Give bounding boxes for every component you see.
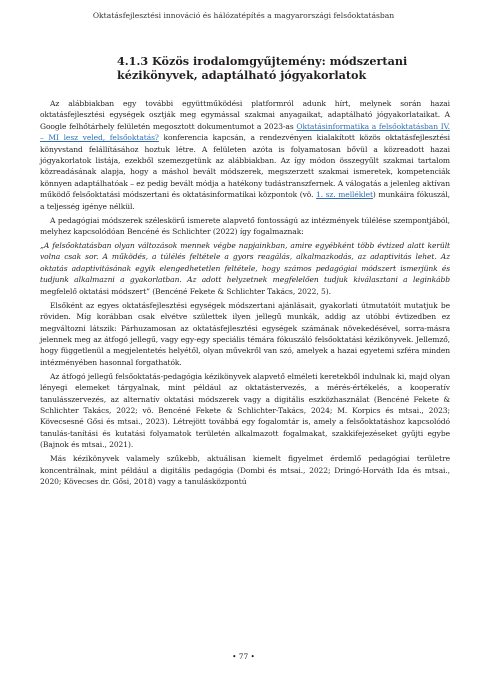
paragraph-1: [40, 98, 450, 212]
block-quote: [40, 240, 450, 297]
body-text: [40, 98, 450, 490]
section-heading: [117, 54, 447, 82]
section-title-line-1: 4.1.3 Közös irodalomgyűjtemény: módszertani: [117, 54, 408, 68]
appendix-link[interactable]: 1. sz. melléklet: [316, 190, 373, 200]
paragraph-3: Elsőként az egyes oktatásfejlesztési egységek módszertani ajánlásait, gyakorlati útmutatóit mutatjuk be röviden. Míg korábban csak elvétve születtek ilyen jellegű munkák, addig az utóbbi évtizedben ez megváltozni látszik: Párhuzamosan az oktatásfejlesztési egységek számának növekedésével, sorra-másra jelennek meg az átfogó jellegű, vagy egy-egy speciális témára fókuszáló felsőoktatási kézikönyvek. Jellemző, hogy függetlenül a megjelentetés helyétől, olyan művekről van szó, amelyek a hazai egyetemi szféra minden intézményében hasonnal forgathatók.: [40, 300, 450, 367]
paragraph-1-text-b: konferencia kapcsán, a rendezvényen kialakított közös oktatásfejlesztési könyvstand felállításához hoztuk létre. A felületen azóta is folyamatosan bővül a közreadott hazai jógyakorlatok listája, ezekből szemezgetünk az alábbiakban. Az így módon összegyűlt szakmai tartalom közreadásának alapja, hogy a máshol bevált módszerek, megszerzett szakmai ismeretek, kompetenciák könnyen adaptálhatóak – ez pedig bevált módja a hatékony tudástranszfernek. A válogatás a jelenleg aktívan működő felsőoktatási módszertani és oktatásinformatikai központok (vö.: [40, 133, 450, 200]
quote-plain: megfelelő oktatási módszert” (Bencéné Fekete & Schlichter Takács, 2022, 5).: [40, 286, 331, 296]
running-head: Oktatásfejlesztési innováció és hálózatépítés a magyarországi felsőoktatásban: [92, 11, 395, 20]
paragraph-1-text-a: Az alábbiakban egy további együttműködési platformról adunk hírt, melynek során hazai oktatásfejlesztési egységek osztják meg egymással szakmai anyagaikat, adaptálható jógyakorlataikat. A Google felhőtárhely felületén megosztott dokumentumot a 2023-as: [40, 99, 450, 131]
section-title-line-2: kézikönyvek, adaptálható jógyakorlatok: [117, 68, 367, 82]
conference-link[interactable]: Oktatásinformatika a felsőoktatásban IV. – MI lesz veled, felsőoktatás?: [40, 121, 451, 143]
paragraph-2: A pedagógiai módszerek széleskörű ismerete alapvető fontosságú az intézmények túlélése szempontjából, melyhez kapcsolódóan Bencéné és Schlichter (2022) így fogalmaznak:: [40, 215, 450, 237]
page-number: • 77 •: [232, 652, 255, 661]
paragraph-1-text-c: ) munkáira fókuszál, a teljesség igénye nélkül.: [40, 190, 451, 211]
paragraph-4: Az átfogó jellegű felsőoktatás-pedagógia kézikönyvek alapvető elméleti keretekből indulnak ki, majd olyan lényegi elemeket tárgyalnak, mint például az oktatástervezés, a mérés-értékelés, a kooperatív tanulásszervezés, az alternatív oktatási módszerek vagy a digitális eszközhasználat (Bencéné Fekete & Schlichter Takács, 2022; vö. Bencéné Fekete & Schlichter-Takács, 2024; M. Korpics és mtsai., 2023; Kövecsesné Gősi és mtsai., 2023). Létrejött továbbá egy fogalomtár is, amely a felsőoktatáshoz kapcsolódó tanulás-tanítási és kutatási folyamatok területén alkalmazott fogalmakat, szakkifejezéseket gyűjti egybe (Bajnok és mtsai., 2021).: [40, 371, 450, 450]
paragraph-5: Más kézikönyvek valamely szűkebb, aktuálisan kiemelt figyelmet érdemlő pedagógiai területre koncentrálnak, mint például a digitális pedagógia (Dombi és mtsai., 2022; Dringó-Horváth Ida és mtsai., 2020; Kövecses dr. Gősi, 2018) vagy a tanulásközpontú: [40, 454, 450, 486]
quote-italic: „A felsőoktatásban olyan változások mennek végbe napjainkban, amire egyébként több évtized alatt került volna csak sor. A működés, a túlélés feltétele a gyors reagálás, alkalmazkodás, az adaptivitás lehet. Az oktatás adaptivitásának egyik elengedhetetlen feltétele, hogy számos pedagógiai módszert ismerjünk és tudjunk alkalmazni a gyakorlatban. Az adott helyzetnek megfelelően tudjuk kiválasztani a leginkább: [40, 241, 450, 285]
